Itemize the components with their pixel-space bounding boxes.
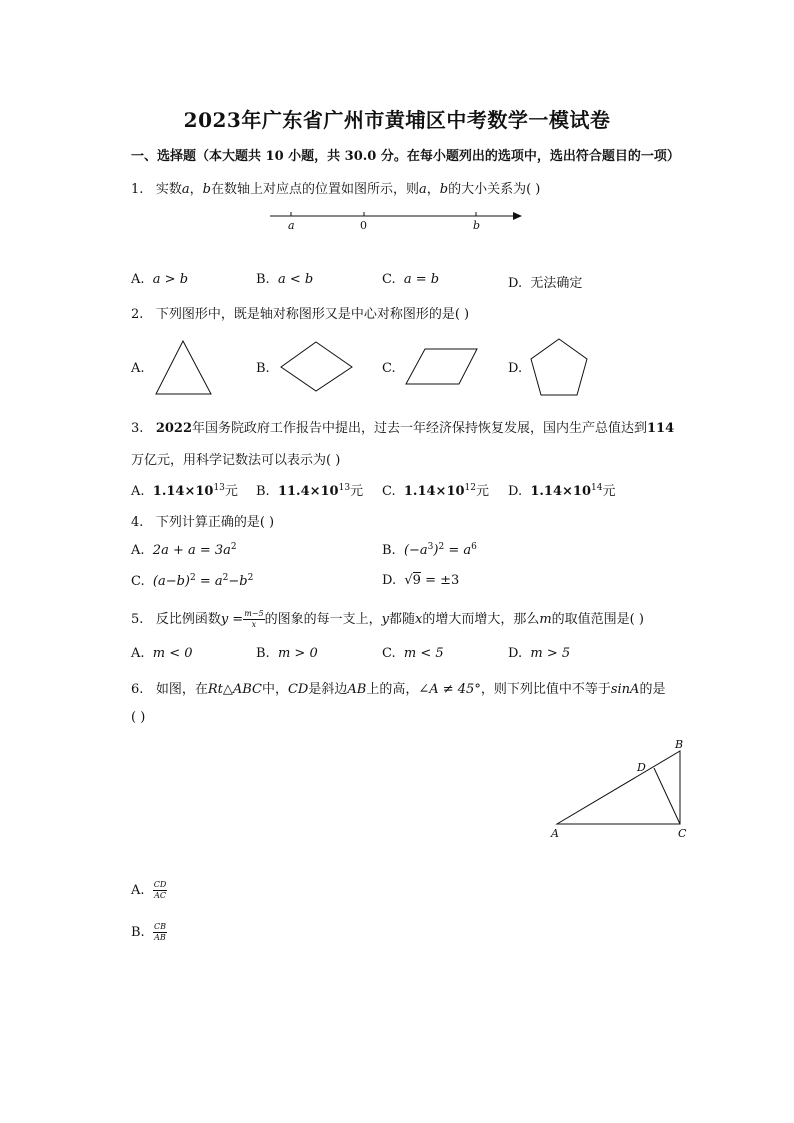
option-c[interactable] bbox=[382, 480, 489, 499]
question-number: 6. bbox=[131, 682, 144, 697]
option-text: 2a + a = 3a bbox=[152, 543, 231, 558]
option-d[interactable] bbox=[508, 272, 582, 291]
fraction-numerator: CB bbox=[153, 922, 166, 931]
option-label: B. bbox=[256, 484, 270, 499]
unit: 元 bbox=[602, 484, 616, 499]
option-label: B. bbox=[131, 925, 145, 940]
option-a[interactable] bbox=[131, 361, 145, 376]
question-text: 都随 bbox=[388, 612, 415, 627]
option-text: 10 bbox=[195, 484, 214, 499]
question-text: 的是 bbox=[639, 682, 666, 697]
question-text: 年国务院政府工作报告中提出，过去一年经济保持恢复发展，国内生产总值达到 bbox=[192, 421, 648, 436]
option-b[interactable] bbox=[256, 646, 318, 661]
math-expr: ∠A ≠ 45° bbox=[418, 682, 481, 697]
option-text: a = b bbox=[403, 272, 440, 287]
option-b[interactable] bbox=[256, 361, 270, 376]
question-text: 2022 bbox=[155, 421, 192, 436]
question-text: 实数 bbox=[155, 182, 182, 197]
option-text: = a bbox=[195, 574, 223, 589]
question-text: 的增大而增大，那么 bbox=[422, 612, 540, 627]
section-heading: 一、选择题（本大题共 10 小题，共 30.0 分。在每小题列出的选项中，选出符合题目的一项） bbox=[131, 149, 680, 164]
option-a[interactable] bbox=[131, 880, 167, 901]
option-label: C. bbox=[382, 361, 396, 376]
option-text: 10 bbox=[572, 484, 592, 499]
parallelogram-icon[interactable] bbox=[405, 348, 479, 386]
exponent: 13 bbox=[213, 483, 225, 493]
number-line-figure bbox=[260, 205, 530, 237]
option-a[interactable] bbox=[131, 480, 238, 499]
option-label: D. bbox=[508, 484, 523, 499]
option-text: m > 0 bbox=[277, 646, 318, 661]
option-c[interactable] bbox=[131, 573, 253, 589]
question-text: 的图象的每一支上， bbox=[264, 612, 382, 627]
punct: ， bbox=[189, 182, 203, 197]
label-zero: 0 bbox=[360, 219, 367, 232]
option-label: D. bbox=[508, 646, 523, 661]
exponent: 2 bbox=[222, 573, 229, 583]
option-label: D. bbox=[382, 573, 397, 588]
question-text: 114 bbox=[647, 421, 675, 436]
question-1 bbox=[131, 178, 540, 197]
option-label: C. bbox=[382, 646, 396, 661]
exponent: 2 bbox=[190, 573, 196, 583]
exponent: 12 bbox=[464, 483, 476, 493]
option-c[interactable] bbox=[382, 361, 396, 376]
question-6-line-2: ( ) bbox=[131, 710, 146, 725]
label-b: B bbox=[675, 738, 684, 751]
unit: 元 bbox=[224, 484, 238, 499]
option-text: 10 bbox=[446, 484, 465, 499]
option-label: C. bbox=[382, 272, 396, 287]
option-d[interactable] bbox=[508, 361, 522, 376]
option-a[interactable] bbox=[131, 646, 193, 661]
unit: 元 bbox=[476, 484, 490, 499]
arrow-head-icon bbox=[513, 212, 522, 220]
math-var: a bbox=[181, 182, 190, 197]
option-text: m < 5 bbox=[403, 646, 444, 661]
question-text: 下列图形中，既是轴对称图形又是中心对称图形的是( ) bbox=[155, 307, 470, 322]
fraction bbox=[153, 880, 168, 901]
label-b: b bbox=[473, 219, 481, 232]
math-var: b bbox=[202, 182, 211, 197]
option-b[interactable] bbox=[256, 272, 313, 287]
question-text: 中， bbox=[261, 682, 288, 697]
question-number: 2. bbox=[131, 307, 144, 322]
right-triangle-figure bbox=[545, 736, 695, 846]
option-label: B. bbox=[256, 646, 270, 661]
exponent: 2 bbox=[438, 542, 445, 552]
option-text: 1.14× bbox=[530, 484, 573, 499]
option-text: a < b bbox=[277, 272, 314, 287]
option-label: B. bbox=[256, 361, 270, 376]
option-text: −b bbox=[228, 574, 248, 589]
option-d[interactable] bbox=[382, 573, 459, 588]
pentagon-icon[interactable] bbox=[530, 338, 590, 398]
question-number: 4. bbox=[131, 515, 144, 530]
option-text: 无法确定 bbox=[530, 276, 583, 291]
sqrt-icon: √ bbox=[404, 573, 413, 588]
math-var: m bbox=[539, 612, 552, 627]
fraction-numerator: m−5 bbox=[244, 609, 264, 618]
question-3 bbox=[131, 417, 674, 436]
label-d: D bbox=[637, 761, 646, 774]
math-var: b bbox=[439, 182, 449, 197]
option-b[interactable] bbox=[131, 922, 167, 943]
option-text: a > b bbox=[152, 272, 189, 287]
option-label: A. bbox=[131, 883, 145, 898]
question-text: 反比例函数 bbox=[155, 612, 221, 627]
option-text: (−a bbox=[403, 543, 428, 558]
math-expr: sinA bbox=[610, 682, 640, 697]
fraction bbox=[153, 922, 167, 943]
question-6 bbox=[131, 678, 665, 697]
label-a: a bbox=[288, 219, 295, 232]
question-4 bbox=[131, 511, 274, 530]
option-text: 1.14× bbox=[152, 484, 196, 499]
option-text: 1.14× bbox=[403, 484, 447, 499]
page-title: 2023年广东省广州市黄埔区中考数学一模试卷 bbox=[183, 108, 611, 132]
math-var: y bbox=[381, 612, 389, 627]
math-var: AB bbox=[347, 682, 367, 697]
question-2 bbox=[131, 303, 469, 322]
question-number: 3. bbox=[131, 421, 144, 436]
exponent: 2 bbox=[247, 573, 254, 583]
option-label: A. bbox=[131, 543, 145, 558]
option-b[interactable] bbox=[256, 480, 363, 499]
option-text: (a−b) bbox=[152, 574, 190, 589]
fraction-denominator: x bbox=[251, 620, 257, 629]
exponent: 14 bbox=[591, 483, 603, 493]
option-label: A. bbox=[131, 361, 145, 376]
punct: ， bbox=[426, 182, 440, 197]
option-label: A. bbox=[131, 484, 145, 499]
question-text: 如图，在 bbox=[155, 682, 208, 697]
option-label: D. bbox=[508, 361, 523, 376]
triangle-icon[interactable] bbox=[154, 339, 214, 397]
option-b[interactable] bbox=[382, 542, 477, 558]
option-text: 10 bbox=[320, 484, 339, 499]
option-text: 11.4× bbox=[277, 484, 321, 499]
triangle-abc bbox=[557, 751, 680, 824]
option-label: B. bbox=[382, 543, 396, 558]
option-d[interactable] bbox=[508, 480, 615, 499]
option-a[interactable] bbox=[131, 542, 237, 558]
fraction-denominator: AB bbox=[154, 933, 166, 942]
math-var: x bbox=[414, 612, 423, 627]
altitude-cd bbox=[654, 768, 680, 824]
question-text: 是斜边 bbox=[308, 682, 348, 697]
option-label: C. bbox=[382, 484, 396, 499]
question-number: 1. bbox=[131, 182, 144, 197]
option-text: = a bbox=[444, 543, 472, 558]
math-var: a bbox=[418, 182, 427, 197]
math-expr: y = bbox=[220, 612, 244, 627]
option-text: 9 bbox=[412, 573, 421, 588]
option-label: A. bbox=[131, 272, 145, 287]
math-expr: Rt△ABC bbox=[207, 682, 262, 697]
question-text: 的取值范围是( ) bbox=[551, 612, 644, 627]
question-5 bbox=[131, 608, 644, 630]
option-d[interactable] bbox=[508, 646, 570, 661]
question-3-line-2: 万亿元，用科学记数法可以表示为( ) bbox=[131, 453, 341, 468]
fraction bbox=[243, 609, 264, 630]
option-label: A. bbox=[131, 646, 145, 661]
option-label: B. bbox=[256, 272, 270, 287]
label-c: C bbox=[678, 827, 687, 840]
option-text: = ±3 bbox=[420, 573, 460, 588]
option-label: D. bbox=[508, 276, 523, 291]
math-var: CD bbox=[287, 682, 309, 697]
exponent: 2 bbox=[230, 542, 237, 552]
option-label: C. bbox=[131, 574, 145, 589]
question-number: 5. bbox=[131, 612, 144, 627]
question-text: 上的高， bbox=[366, 682, 419, 697]
option-text: m < 0 bbox=[152, 646, 193, 661]
rhombus-icon[interactable] bbox=[280, 341, 354, 393]
question-text: 在数轴上对应点的位置如图所示，则 bbox=[210, 182, 419, 197]
option-a[interactable] bbox=[131, 272, 188, 287]
question-text: ，则下列比值中不等于 bbox=[480, 682, 611, 697]
unit: 元 bbox=[350, 484, 364, 499]
exponent: 13 bbox=[338, 483, 351, 493]
fraction-numerator: CD bbox=[153, 880, 167, 889]
question-text: 下列计算正确的是( ) bbox=[155, 515, 275, 530]
option-text: m > 5 bbox=[530, 646, 571, 661]
option-c[interactable] bbox=[382, 272, 439, 287]
fraction-denominator: AC bbox=[154, 891, 167, 900]
option-c[interactable] bbox=[382, 646, 444, 661]
question-text: 的大小关系为( ) bbox=[448, 182, 541, 197]
exponent: 6 bbox=[471, 542, 477, 552]
option-text: ) bbox=[433, 543, 439, 558]
exponent: 3 bbox=[427, 542, 434, 552]
label-a: A bbox=[551, 827, 559, 840]
